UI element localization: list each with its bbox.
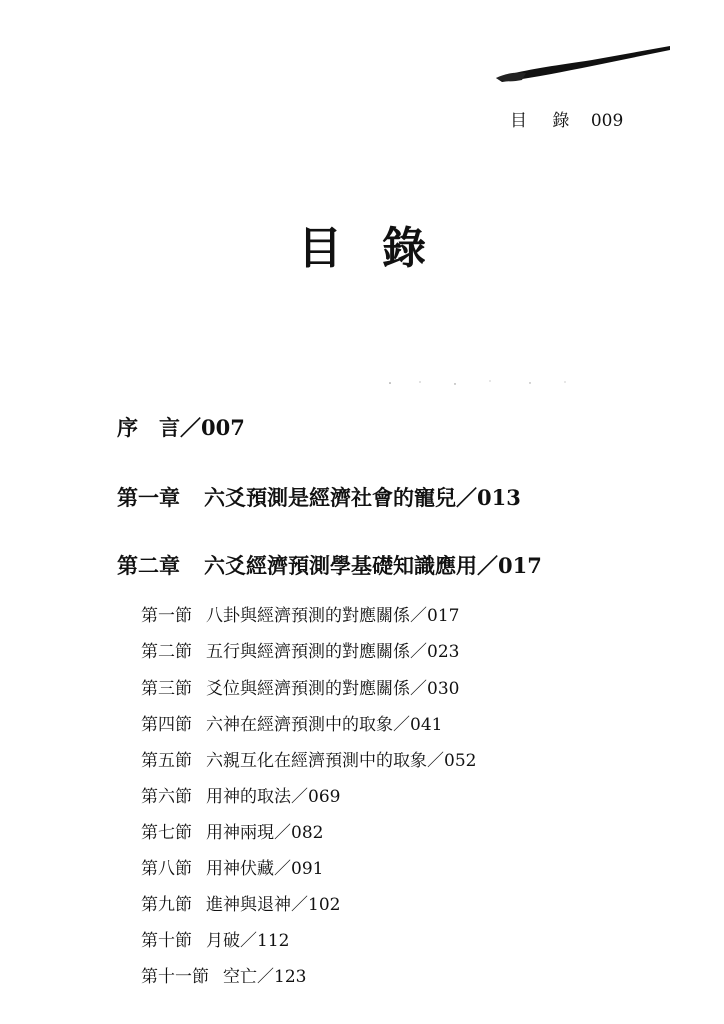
toc-entry-title: 六爻預測是經濟社會的寵兒 <box>204 485 456 510</box>
toc-section-label: 第十節 <box>141 931 192 951</box>
toc-section-page: ／017 <box>410 606 460 626</box>
toc-section-3 <box>141 674 459 699</box>
running-header-page-number: 009 <box>590 111 624 131</box>
toc-section-page: ／023 <box>410 642 460 662</box>
toc-section-label: 第一節 <box>141 606 192 626</box>
toc-section-page: ／123 <box>257 967 307 987</box>
toc-section-label: 第九節 <box>141 895 192 915</box>
toc-section-8 <box>141 854 323 879</box>
toc-section-title: 五行與經濟預測的對應關係 <box>206 642 410 662</box>
toc-section-title: 爻位與經濟預測的對應關係 <box>206 679 410 699</box>
toc-section-page: ／069 <box>291 787 341 807</box>
toc-section-label: 第四節 <box>141 715 192 735</box>
running-header <box>510 106 623 131</box>
toc-entry-page: ／017 <box>477 553 542 578</box>
toc-entry-title: 六爻經濟預測學基礎知識應用 <box>204 553 477 578</box>
toc-section-page: ／112 <box>240 931 290 951</box>
toc-entry-label: 第二章 <box>117 553 180 578</box>
toc-section-title: 用神的取法 <box>206 787 291 807</box>
toc-section-label: 第七節 <box>141 823 192 843</box>
toc-section-page: ／030 <box>410 679 460 699</box>
toc-section-9 <box>141 890 340 915</box>
toc-section-page: ／091 <box>274 859 324 879</box>
toc-section-label: 第三節 <box>141 679 192 699</box>
toc-section-6 <box>141 782 340 807</box>
toc-entry-label: 序 言 <box>117 415 180 440</box>
toc-section-7 <box>141 818 323 843</box>
toc-section-title: 六親互化在經濟預測中的取象 <box>206 751 427 771</box>
toc-section-page: ／102 <box>291 895 341 915</box>
toc-section-page: ／082 <box>274 823 324 843</box>
toc-entry-page: ／007 <box>180 415 245 440</box>
toc-section-10 <box>141 926 289 951</box>
toc-section-2 <box>141 637 459 662</box>
toc-section-5 <box>141 746 476 771</box>
scan-speckle <box>380 378 580 388</box>
toc-entry-chapter-1 <box>117 482 521 512</box>
toc-section-label: 第五節 <box>141 751 192 771</box>
toc-section-label: 第六節 <box>141 787 192 807</box>
toc-section-title: 六神在經濟預測中的取象 <box>206 715 393 735</box>
toc-section-page: ／052 <box>427 751 477 771</box>
toc-entry-label: 第一章 <box>117 485 180 510</box>
toc-section-page: ／041 <box>393 715 443 735</box>
toc-section-title: 進神與退神 <box>206 895 291 915</box>
toc-section-11 <box>141 962 306 987</box>
toc-entry-chapter-2 <box>117 550 542 580</box>
toc-section-label: 第八節 <box>141 859 192 879</box>
toc-section-title: 月破 <box>206 931 240 951</box>
toc-section-title: 八卦與經濟預測的對應關係 <box>206 606 410 626</box>
toc-entry-preface <box>117 412 245 442</box>
toc-section-label: 第二節 <box>141 642 192 662</box>
toc-section-title: 空亡 <box>223 967 257 987</box>
toc-section-title: 用神兩現 <box>206 823 274 843</box>
toc-section-4 <box>141 710 442 735</box>
toc-section-1 <box>141 601 459 626</box>
toc-section-title: 用神伏藏 <box>206 859 274 879</box>
toc-section-label: 第十一節 <box>141 967 209 987</box>
page-title: 目錄 <box>298 223 466 274</box>
running-header-title: 目 錄 <box>510 111 580 131</box>
toc-entry-page: ／013 <box>456 485 521 510</box>
calligraphy-brush-icon <box>492 40 672 90</box>
